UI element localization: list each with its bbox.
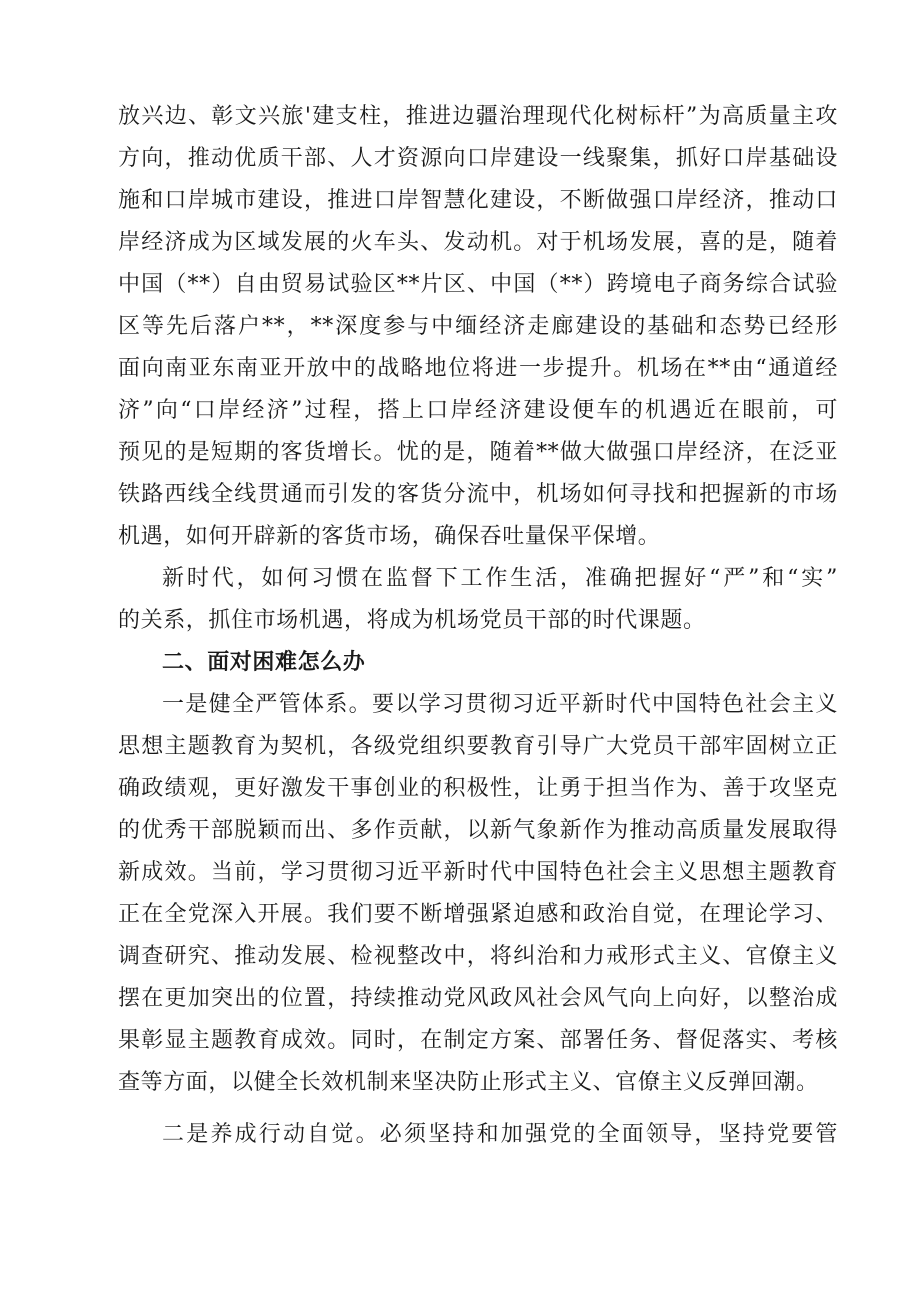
paragraph-line: 的关系，抓住市场机遇，将成为机场党员干部的时代课题。 xyxy=(118,608,706,633)
paragraph-line: 面向南亚东南亚开放中的战略地位将进一步提升。机场在**由“通道经 xyxy=(118,356,838,381)
paragraph-line: 思想主题教育为契机，各级党组织要教育引导广大党员干部牢固树立正 xyxy=(118,734,838,759)
paragraph-line: 铁路西线全线贯通而引发的客货分流中，机场如何寻找和把握新的市场 xyxy=(118,482,838,507)
paragraph-line: 确政绩观，更好激发干事创业的积极性，让勇于担当作为、善于攻坚克 xyxy=(118,776,838,801)
paragraph-line: 调查研究、推动发展、检视整改中，将纠治和力戒形式主义、官僚主义 xyxy=(118,944,838,969)
paragraph-line: 摆在更加突出的位置，持续推动党风政风社会风气向上向好，以整治成 xyxy=(118,986,838,1011)
paragraph-line: 二是养成行动自觉。必须坚持和加强党的全面领导，坚持党要管 xyxy=(162,1122,838,1147)
paragraph-line: 新时代，如何习惯在监督下工作生活，准确把握好“严”和“实” xyxy=(162,566,838,591)
paragraph-line: 的优秀干部脱颖而出、多作贡献，以新气象新作为推动高质量发展取得 xyxy=(118,818,838,843)
paragraph-line: 一是健全严管体系。要以学习贯彻习近平新时代中国特色社会主义 xyxy=(162,692,838,717)
paragraph-line: 预见的是短期的客货增长。忧的是，随着**做大做强口岸经济，在泛亚 xyxy=(118,440,838,465)
paragraph-line: 济”向“口岸经济”过程，搭上口岸经济建设便车的机遇近在眼前，可 xyxy=(118,398,838,423)
paragraph-line: 区等先后落户**，**深度参与中缅经济走廊建设的基础和态势已经形 xyxy=(118,314,838,339)
paragraph-line: 放兴边、彰文兴旅'建支柱，推进边疆治理现代化树标杆”为高质量主攻 xyxy=(118,104,838,129)
paragraph-line: 施和口岸城市建设，推进口岸智慧化建设，不断做强口岸经济，推动口 xyxy=(118,188,838,213)
paragraph-line: 机遇，如何开辟新的客货市场，确保吞吐量保平保增。 xyxy=(118,524,661,549)
paragraph-line: 中国（**）自由贸易试验区**片区、中国（**）跨境电子商务综合试验 xyxy=(118,272,838,297)
paragraph-line: 查等方面，以健全长效机制来坚决防止形式主义、官僚主义反弹回潮。 xyxy=(118,1070,819,1095)
paragraph-line: 正在全党深入开展。我们要不断增强紧迫感和政治自觉，在理论学习、 xyxy=(118,902,838,927)
paragraph-line: 新成效。当前，学习贯彻习近平新时代中国特色社会主义思想主题教育 xyxy=(118,860,838,885)
document-body xyxy=(118,96,838,1156)
section-heading: 二、面对困难怎么办 xyxy=(162,650,366,675)
paragraph-line: 方向，推动优质干部、人才资源向口岸建设一线聚集，抓好口岸基础设 xyxy=(118,146,838,171)
paragraph-line: 果彰显主题教育成效。同时，在制定方案、部署任务、督促落实、考核 xyxy=(118,1028,838,1053)
paragraph-line: 岸经济成为区域发展的火车头、发动机。对于机场发展，喜的是，随着 xyxy=(118,230,838,255)
